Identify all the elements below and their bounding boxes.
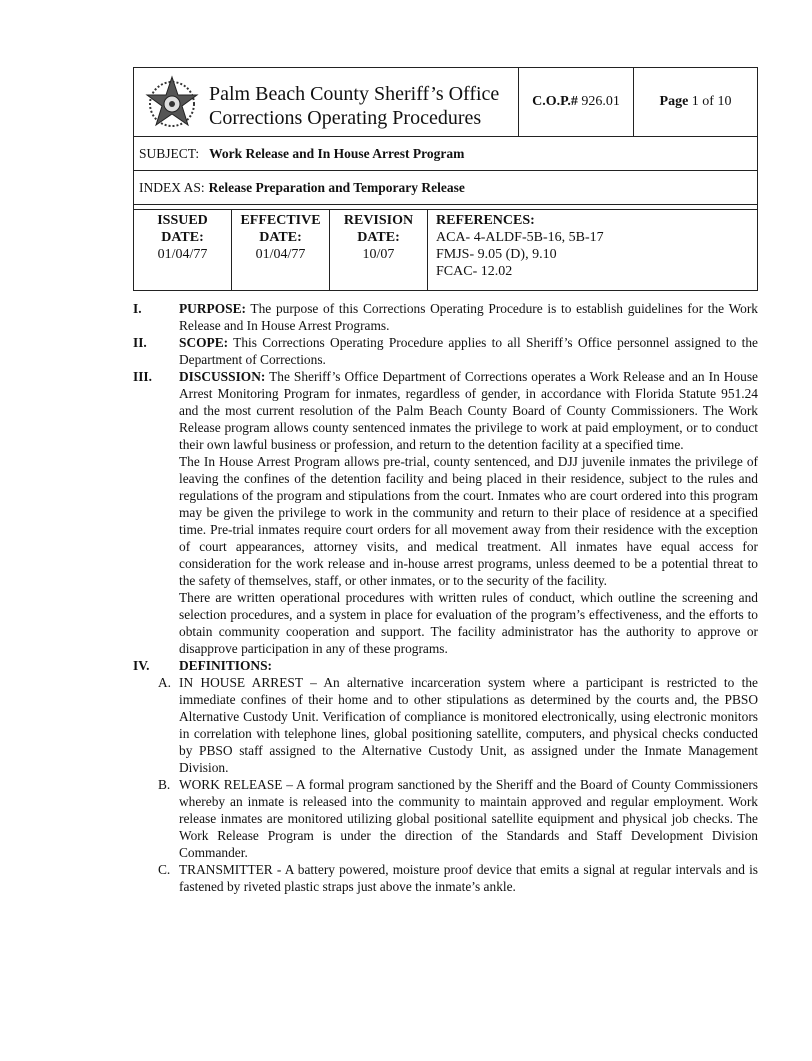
references-label: REFERENCES: xyxy=(436,213,535,228)
effective-date-cell xyxy=(232,210,330,290)
index-value: Release Preparation and Temporary Release xyxy=(208,179,465,195)
definition-item xyxy=(158,674,758,776)
header-title-row xyxy=(134,68,757,137)
section-text xyxy=(179,334,758,368)
logo-cell xyxy=(134,68,209,136)
reference-item: ACA- 4-ALDF-5B-16, 5B-17 xyxy=(436,230,604,245)
definition-text: IN HOUSE ARREST – An alternative incarceration system where a participant is restricted to the immediate confines of their home and to other stipulations as determined by the courts and, the PBSO Alternative Custody Unit. Verification of compliance is monitored electronically, using electronic monitors in correlation with telephone lines, global positioning satellite, computers, and physical checks conducted by PBSO staff assigned to the Alternative Custody Unit, as assigned under the Inmate Management Division. xyxy=(179,675,758,775)
reference-item: FCAC- 12.02 xyxy=(436,264,513,279)
definition-item xyxy=(158,861,758,895)
section-title xyxy=(179,657,758,674)
section-title: PURPOSE: xyxy=(179,301,246,316)
cop-label: C.O.P.# xyxy=(532,94,578,109)
section-number: II. xyxy=(133,335,147,350)
org-subtitle: Corrections Operating Procedures xyxy=(209,107,482,129)
discussion-paragraph-3: There are written operational procedures with written rules of conduct, which outline the screening and selection procedures, and a system in place for evaluation of the program’s effectiveness, and the efforts to obtain community cooperation and support. The facility administrator has the authority to approve or disapprove participation in any of these programs. xyxy=(179,590,758,656)
subject-value: Work Release and In House Arrest Program xyxy=(209,145,465,161)
section-body: This Corrections Operating Procedure applies to all Sheriff’s Office personnel assigned to the Department of Corrections. xyxy=(179,335,758,367)
section-number: I. xyxy=(133,301,142,316)
definition-text: TRANSMITTER - A battery powered, moisture proof device that emits a signal at regular intervals and is fastened by riveted plastic straps just above the inmate’s ankle. xyxy=(179,862,758,894)
effective-label-2: DATE: xyxy=(259,230,302,245)
revision-date-cell xyxy=(330,210,428,290)
definition-text: WORK RELEASE – A formal program sanctioned by the Sheriff and the Board of County Commissioners whereby an inmate is released into the community to maintain approved and regular employment. Work release inmates are monitored utilizing global positional satellite equipment and physical job checks. The Work Release Program is under the direction of the Standards and Staff Development Division Commander. xyxy=(179,777,758,860)
subject-label: SUBJECT: xyxy=(139,145,200,161)
discussion-paragraph-1 xyxy=(179,368,758,453)
section-number: III. xyxy=(133,369,152,384)
page-label: Page xyxy=(659,94,689,109)
section-title: DISCUSSION: xyxy=(179,369,266,384)
document-body xyxy=(133,300,758,895)
section-title: SCOPE: xyxy=(179,335,229,350)
section-scope xyxy=(133,334,758,368)
effective-label: EFFECTIVE xyxy=(240,213,321,228)
section-purpose xyxy=(133,300,758,334)
section-body: The Sheriff’s Office Department of Corrections operates a Work Release and an In House Arrest Monitoring Program for inmates, regardless of gender, in accordance with Florida Statute 951.24 and the most current resolution of the Palm Beach County Board of County Commissioners. The Work Release program allows county sentenced inmates the privilege to work at paid employment, or to conduct their own lawful business or profession, and return to the detention facility at a specified time. xyxy=(179,369,758,452)
definition-item xyxy=(158,776,758,861)
references-cell xyxy=(428,210,757,290)
dates-row xyxy=(134,209,757,290)
subject-row xyxy=(134,137,757,171)
effective-value: 01/04/77 xyxy=(255,247,306,262)
page-number-cell xyxy=(634,68,757,136)
reference-item: FMJS- 9.05 (D), 9.10 xyxy=(436,247,557,262)
section-body: The purpose of this Corrections Operating Procedure is to establish guidelines for the Work Release and In House Arrest Programs. xyxy=(179,301,758,333)
section-number: IV. xyxy=(133,658,150,673)
revision-label-2: DATE: xyxy=(357,230,400,245)
definition-letter: B. xyxy=(158,777,171,792)
definition-letter: C. xyxy=(158,862,171,877)
issued-value: 01/04/77 xyxy=(157,247,208,262)
issued-label-2: DATE: xyxy=(161,230,204,245)
page-value: 1 of 10 xyxy=(691,94,732,109)
cop-number: 926.01 xyxy=(581,94,620,109)
definition-letter: A. xyxy=(158,675,172,690)
issued-date-cell xyxy=(134,210,232,290)
revision-label: REVISION xyxy=(343,213,414,228)
index-label: INDEX AS: xyxy=(139,179,205,195)
org-title xyxy=(209,68,519,136)
sheriff-star-seal-icon xyxy=(141,71,203,133)
discussion-paragraph-2: The In House Arrest Program allows pre-trial, county sentenced, and DJJ juvenile inmates the privilege of leaving the confines of the detention facility and being placed in their residence, subject to the rules and regulations of the program and stipulations from the court. Inmates who are court ordered into this program may be given the privilege to work in the community and return to their place of residence at a specified time. Pre-trial inmates require court orders for all movement away from their residence with the exception of court appearances, attorney visits, and medical treatment. All inmates have equal access for consideration for the work release and in-house arrest programs, unless deemed to be a potential threat to the safety of themselves, staff, or other inmates, or to the security of the facility. xyxy=(179,454,758,588)
index-row xyxy=(134,171,757,205)
revision-value: 10/07 xyxy=(362,247,395,262)
section-title-text: DEFINITIONS: xyxy=(179,658,273,673)
cop-number-cell xyxy=(519,68,634,136)
org-name: Palm Beach County Sheriff’s Office xyxy=(209,83,500,105)
section-definitions xyxy=(133,657,758,674)
header-table xyxy=(133,67,758,291)
issued-label: ISSUED xyxy=(157,213,208,228)
section-text xyxy=(179,300,758,334)
section-discussion xyxy=(133,368,758,657)
